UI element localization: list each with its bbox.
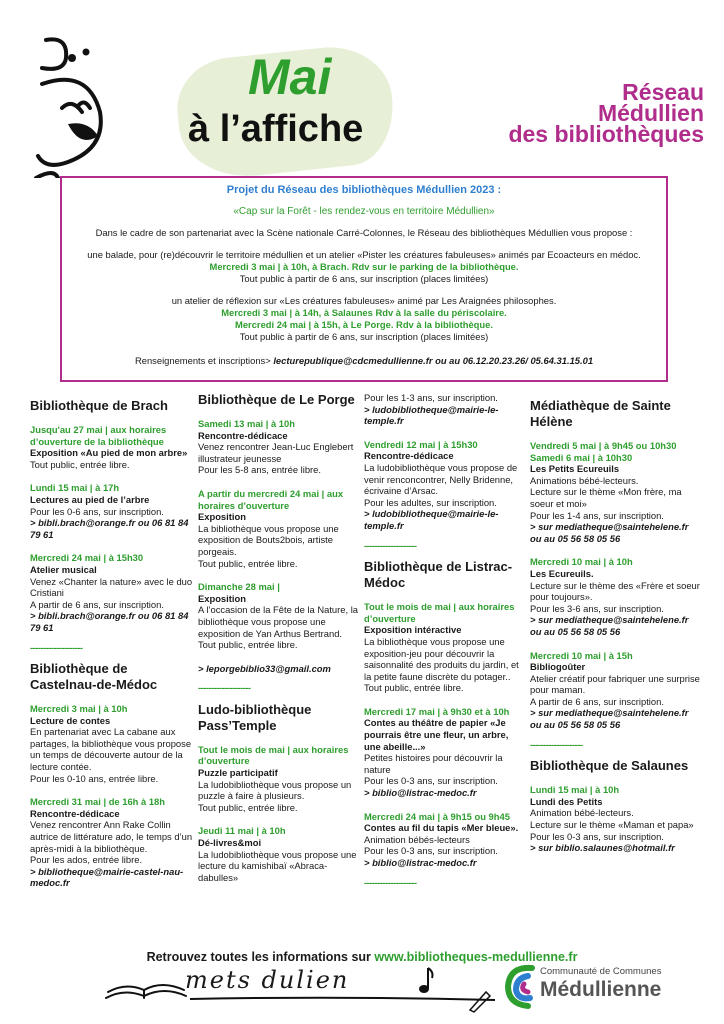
event-date: Jeudi 11 mai | à 10h (198, 825, 286, 837)
event-date: Jusqu'au 27 mai | aux horaires d’ouverture de la bibliothèque (30, 424, 167, 447)
library-name-leporge: Bibliothèque de Le Porge (198, 392, 355, 407)
footer-text: Retrouvez toutes les informations sur (146, 950, 371, 964)
library-name-sainte-helene: Médiathèque de Sainte Hélène (530, 398, 671, 429)
event-title: Exposition intéractive (364, 624, 462, 636)
cdc-label: Communauté de Communes (540, 966, 662, 977)
projet-bloc-1 (62, 249, 666, 285)
event-item (198, 418, 360, 476)
event-item (198, 825, 360, 883)
column-1 (30, 392, 194, 901)
projet-bloc-2-date-1: Mercredi 3 mai | à 14h, à Salaunes Rdv à la salle du périscolaire. (221, 307, 507, 318)
column-4 (530, 392, 700, 866)
library-name-brach: Bibliothèque de Brach (30, 398, 168, 413)
projet-subtitle: «Cap sur la Forêt - les rendez-vous en territoire Médullien» (233, 206, 495, 217)
event-description: Tout public, entrée libre. (364, 682, 464, 694)
event-description: La bibliothèque vous propose une exposition de Bouts2bois, artiste porgeais. (198, 522, 339, 557)
event-title: Rencontre-dédicace (198, 429, 288, 441)
event-contact-link[interactable]: > sur mediatheque@saintehelene.fr ou au 05 56 58 05 56 (530, 707, 689, 731)
event-description: Pour les 0-6 ans, sur inscription. (30, 505, 164, 517)
event-contact-link[interactable]: > sur mediatheque@saintehelene.fr ou au 05 56 58 05 56 (530, 614, 689, 637)
leporge-contact[interactable]: > leporgebiblio33@gmail.com (198, 662, 331, 674)
cdc-swirl-icon (502, 962, 540, 1012)
event-date: Mercredi 10 mai | à 15h (530, 649, 633, 661)
event-title: Contes au théâtre de papier «Je pourrais être une fleur, un arbre, une abeille...» (364, 717, 509, 752)
event-title: Atelier musical (30, 563, 97, 575)
event-description: Lecture sur le thème «Mon frère, ma soeur et moi» (530, 486, 682, 509)
underline-doodle (190, 994, 500, 1004)
event-description: Pour les 1-4 ans, sur inscription. (530, 509, 664, 521)
footer-url-link[interactable]: www.bibliotheques-medullienne.fr (374, 950, 578, 964)
library-name-salaunes: Bibliothèque de Salaunes (530, 758, 689, 774)
projet-bloc-2 (62, 295, 666, 343)
event-item (30, 482, 194, 540)
event-description: Tout public, entrée libre. (198, 639, 298, 651)
event-description: Animation bébés-lecteurs (364, 833, 470, 845)
event-item (198, 488, 360, 569)
network-line-1: Réseau (622, 79, 704, 105)
event-description: Pour les 0-3 ans, sur inscription. (530, 830, 664, 842)
event-description: Pour les ados, entrée libre. (30, 854, 143, 866)
page-title-month: Mai (248, 49, 332, 105)
network-name (508, 79, 704, 147)
event-title: Dé-livres&moi (198, 837, 262, 849)
pencil-doodle-icon (466, 988, 492, 1014)
library-name-listrac: Bibliothèque de Listrac-Médoc (364, 559, 513, 591)
event-description: La bibliothèque vous propose une exposition-jeu pour découvrir la saisonnalité des produits du jardin, et la petite faune discrète du potager.. (364, 635, 519, 682)
event-contact-link[interactable]: > bibli.brach@orange.fr ou 06 81 84 79 61 (30, 610, 189, 633)
event-date: Tout le mois de mai | aux horaires d’ouverture (364, 601, 515, 624)
event-date: Dimanche 28 mai | (198, 581, 280, 593)
event-date: Mercredi 3 mai | à 10h (30, 703, 128, 715)
event-item (364, 439, 526, 532)
event-item (530, 650, 700, 731)
event-item (364, 392, 526, 427)
event-title: Exposition «Au pied de mon arbre» (30, 447, 188, 459)
event-description: Pour les 0-3 ans, sur inscription. (364, 775, 498, 787)
event-date: Mercredi 24 mai | à 9h15 ou 9h45 (364, 810, 510, 822)
projet-bloc-1-info: Tout public à partir de 6 ans, sur inscription (places limitées) (239, 273, 489, 284)
event-description: Lecture sur le thème «Maman et papa» (530, 819, 694, 831)
separator: -------------------- (30, 641, 83, 653)
event-date: Mercredi 10 mai | à 10h (530, 556, 633, 568)
event-title: Les Ecureuils. (530, 567, 594, 579)
event-date: Mercredi 31 mai | de 16h à 18h (30, 796, 165, 808)
network-line-2: Médullien (597, 100, 704, 126)
projet-bloc-1-text: une balade, pour (re)découvrir le territoire médullien et un atelier «Pister les créatures fabuleuses» animés par Ecoacteurs en médoc. (87, 249, 641, 260)
projet-contact-link[interactable]: lecturepublique@cdcmedullienne.fr ou au 06.12.20.23.26/ 05.64.31.15.01 (273, 355, 594, 366)
event-contact-link[interactable]: > bibli.brach@orange.fr ou 06 81 84 79 61 (30, 517, 189, 540)
event-date: Samedi 13 mai | à 10h (198, 418, 295, 429)
event-title: Lectures au pied de l’arbre (30, 493, 150, 505)
event-title: Bibliogoûter (530, 661, 586, 673)
event-description: Venez «Chanter la nature» avec le duo Cristiani (30, 575, 193, 599)
event-description: Pour les 3-6 ans, sur inscription. (530, 602, 664, 614)
event-description: Pour les adultes, sur inscription. (364, 496, 497, 508)
music-note-icon (416, 966, 436, 996)
event-description: Atelier créatif pour fabriquer une surprise pour maman. (530, 672, 700, 696)
projet-bloc-1-date: Mercredi 3 mai | à 10h, à Brach. Rdv sur le parking de la bibliothèque. (209, 261, 519, 272)
event-contact-link[interactable]: > sur biblio.salaunes@hotmail.fr (530, 842, 675, 854)
cdc-name: Médullienne (540, 978, 662, 1001)
event-date: A partir du mercredi 24 mai | aux horaires d’ouverture (198, 487, 344, 511)
separator: -------------------- (530, 738, 583, 750)
projet-intro: Dans le cadre de son partenariat avec la Scène nationale Carré-Colonnes, le Réseau des bibliothèques Médullien vous propose : (95, 227, 633, 238)
event-title: Les Petits Ecureuils (530, 463, 620, 475)
projet-box (60, 176, 668, 382)
event-description: Lecture sur le thème des «Frère et soeur pour toujours». (530, 579, 700, 603)
column-3 (364, 392, 526, 896)
event-contact-link[interactable]: > biblio@listrac-medoc.fr (364, 787, 477, 799)
event-date: Lundi 15 mai | à 10h (530, 784, 620, 796)
event-description: Pour les 1-3 ans, sur inscription. (364, 392, 498, 403)
event-contact-link[interactable]: > ludobibliotheque@mairie-le-temple.fr (364, 508, 499, 531)
event-date: Mercredi 17 mai | à 9h30 et à 10h (364, 705, 510, 717)
library-name-castelnau: Bibliothèque de Castelnau-de-Médoc (30, 661, 158, 693)
event-item (530, 556, 700, 637)
event-date: Mercredi 24 mai | à 15h30 (30, 552, 144, 564)
event-item (30, 424, 194, 470)
separator: -------------------- (364, 539, 417, 551)
event-item (198, 744, 360, 814)
event-item (30, 552, 194, 633)
separator: -------------------- (364, 876, 417, 888)
event-item (198, 581, 360, 651)
event-description: Venez rencontrer Ann Rake Collin autrice de littérature ado, le temps d’un après-midi à la bibliothèque. (30, 819, 193, 854)
network-line-3: des bibliothèques (508, 121, 704, 147)
projet-bloc-2-date-2: Mercredi 24 mai | à 15h, à Le Porge. Rdv à la bibliothèque. (235, 319, 493, 330)
leporge-contact-block (198, 663, 360, 675)
column-2 (198, 392, 360, 895)
event-item (30, 796, 194, 889)
projet-contact (62, 355, 666, 367)
event-description: En partenariat avec La cabane aux partages, la bibliothèque vous propose un temps de découverte autour de la lecture contée. (30, 726, 192, 773)
event-date-2: Samedi 6 mai | à 10h30 (530, 451, 633, 463)
event-item (530, 784, 700, 854)
open-book-doodle (100, 968, 192, 1004)
event-title: Rencontre-dédicace (30, 807, 120, 819)
projet-bloc-2-info: Tout public à partir de 6 ans, sur inscription (places limitées) (239, 331, 489, 342)
event-description: A l’occasion de la Fête de la Nature, la bibliothèque vous propose une exposition de Yan Arthus Bertrand. (198, 604, 358, 639)
event-date: Tout le mois de mai | aux horaires d’ouverture (198, 743, 349, 767)
event-title: Rencontre-dédicace (364, 450, 454, 462)
event-contact-link[interactable]: > sur mediatheque@saintehelene.fr ou au 05 56 58 05 56 (530, 521, 689, 544)
event-contact-link[interactable]: > biblio@listrac-medoc.fr (364, 857, 477, 868)
event-description: La ludobibliothèque vous propose de venir renconcontrer, Nelly Bridenne, écrivaine d’Arsac. (364, 461, 518, 497)
event-date: Lundi 15 mai | à 17h (30, 482, 120, 494)
event-title: Exposition (198, 592, 246, 604)
event-description: Pour les 0-10 ans, entrée libre. (30, 772, 159, 784)
event-item (364, 811, 526, 869)
page-title-subtitle: à l’affiche (188, 108, 364, 150)
event-date: Vendredi 5 mai | à 9h45 ou 10h30 (530, 440, 677, 451)
event-date: Vendredi 12 mai | à 15h30 (364, 438, 478, 450)
event-description: Pour les 0-3 ans, sur inscription. (364, 845, 498, 857)
event-description: Petites histoires pour découvrir la nature (364, 752, 503, 775)
projet-bloc-2-text: un atelier de réflexion sur «Les créatures fabuleuses» animé par Les Araignées philosophes. (171, 295, 557, 306)
event-description: La ludobibliothèque vous propose une lecture du kamishibaï «Abraca-dabulles» (198, 848, 357, 883)
event-contact-link[interactable]: > ludobibliotheque@mairie-le-temple.fr (364, 403, 499, 427)
smiley-face-doodle (28, 28, 138, 178)
event-item (30, 703, 194, 784)
cdc-logo (502, 962, 712, 1014)
event-title: Exposition (198, 511, 246, 523)
event-description: Animations bébé-lecteurs. (530, 474, 639, 486)
event-contact-link[interactable]: > bibliotheque@mairie-castel-nau-medoc.fr (30, 865, 184, 889)
projet-title: Projet du Réseau des bibliothèques Médullien 2023 : (226, 184, 502, 196)
library-name-ludo: Ludo-bibliothèque Pass’Temple (198, 701, 312, 733)
event-description: Tout public, entrée libre. (30, 458, 130, 470)
projet-contact-label: Renseignements et inscriptions> (134, 355, 271, 366)
mets-dulien-logo: mets dulien (185, 966, 350, 994)
event-title: Puzzle participatif (198, 767, 278, 779)
event-description: A partir de 6 ans, sur inscription. (530, 695, 664, 707)
event-item (364, 601, 526, 694)
event-title: Lundi des Petits (530, 795, 603, 807)
event-description: La ludobibliothèque vous propose un puzzle à faire à plusieurs. (198, 778, 352, 802)
event-item (530, 440, 700, 544)
event-title: Lecture de contes (30, 714, 111, 726)
event-description: A partir de 6 ans, sur inscription. (30, 598, 164, 610)
event-title: Contes au fil du tapis «Mer bleue». (364, 822, 519, 834)
event-description: Pour les 5-8 ans, entrée libre. (198, 464, 321, 476)
event-item (364, 706, 526, 799)
event-description: Tout public, entrée libre. (198, 801, 298, 813)
event-description: Tout public, entrée libre. (198, 557, 298, 569)
event-description: Venez rencontrer Jean-Luc Englebert illustrateur jeunesse (198, 441, 354, 464)
separator: -------------------- (198, 682, 251, 694)
event-description: Animation bébé-lecteurs. (530, 807, 634, 819)
